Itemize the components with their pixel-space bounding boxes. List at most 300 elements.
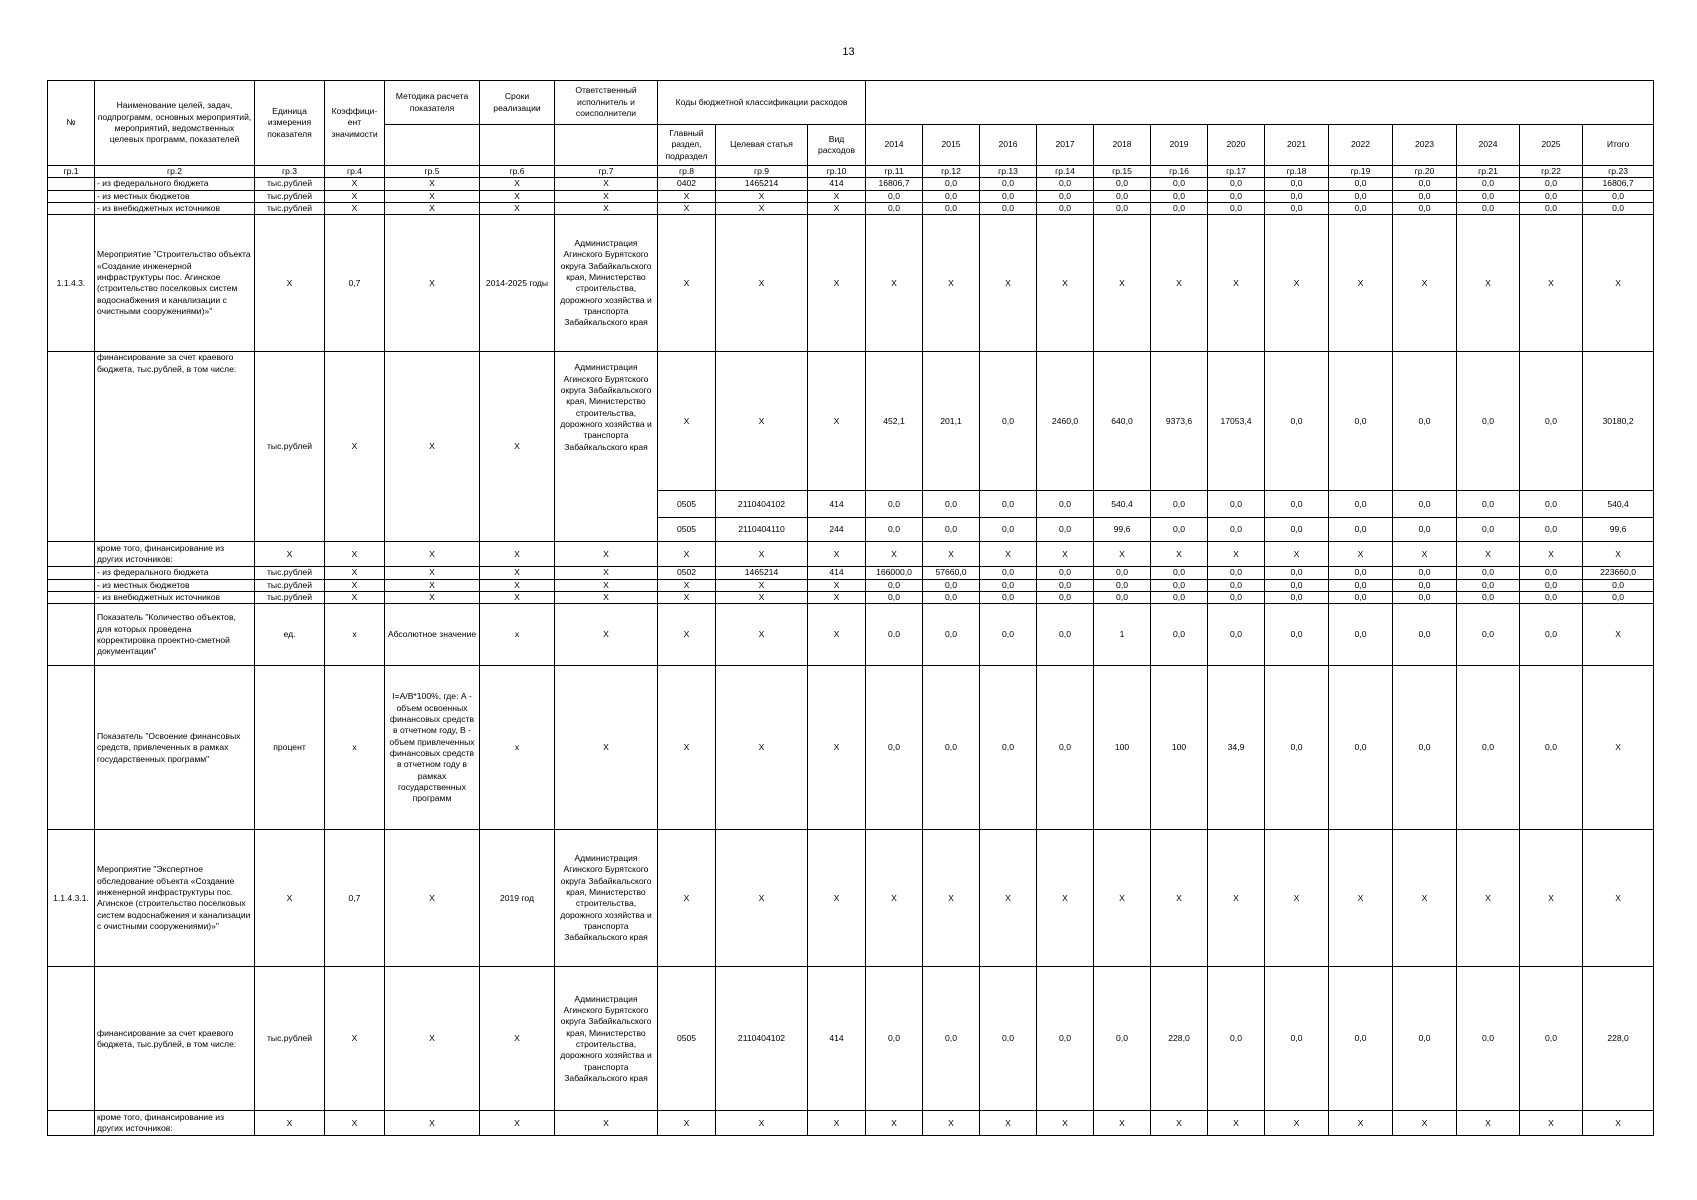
col-number: гр.22 (1520, 166, 1583, 178)
table-cell: 1465214 (716, 567, 808, 579)
table-cell: Х (1457, 1111, 1520, 1136)
table-cell: Х (1583, 1111, 1654, 1136)
table-cell: Х (1520, 215, 1583, 352)
responsible: Администрация Агинского Бурятского округа Забайкальского края, Министерство строительства, дорожного хозяйства и транспорта Забайкальского края (555, 830, 658, 967)
table-cell: 0,0 (866, 579, 923, 591)
table-cell: 0,0 (1208, 592, 1265, 604)
table-cell: Х (808, 830, 866, 967)
table-cell: Х (1265, 542, 1329, 567)
table-cell: Х (480, 592, 555, 604)
table-cell: Х (716, 604, 808, 666)
table-cell: 0,0 (980, 352, 1037, 491)
header-year: 2017 (1037, 125, 1094, 166)
col-number: гр.15 (1094, 166, 1151, 178)
measure-row (48, 830, 1654, 967)
table-cell: 0,0 (1265, 666, 1329, 830)
table-cell: 0,0 (1393, 352, 1457, 491)
table-cell: Х (1208, 215, 1265, 352)
header-year: 2025 (1520, 125, 1583, 166)
table-cell: Х (1037, 1111, 1094, 1136)
table-cell: 0505 (658, 518, 716, 542)
header-resp: Ответственный исполнитель и соисполнители (555, 81, 658, 125)
table-cell: 0,0 (1037, 567, 1094, 579)
table-cell: 100 (1094, 666, 1151, 830)
table-cell: Х (385, 579, 480, 591)
table-cell: 0,0 (923, 203, 980, 215)
header-coef: Коэффици-ент значимости (325, 81, 385, 166)
table-cell: 99,6 (1583, 518, 1654, 542)
table-cell: 0,0 (1265, 518, 1329, 542)
table-cell: 0,0 (1265, 579, 1329, 591)
indicator-row (48, 666, 1654, 830)
table-cell: Х (808, 352, 866, 491)
col-number: гр.10 (808, 166, 866, 178)
table-cell: 0,0 (980, 567, 1037, 579)
table-cell: Х (255, 1111, 325, 1136)
table-cell: Х (1583, 604, 1654, 666)
table-cell: Х (923, 1111, 980, 1136)
table-cell: Х (385, 967, 480, 1111)
table-cell: 0,0 (1520, 604, 1583, 666)
table-cell: 0,0 (1393, 190, 1457, 202)
table-cell (48, 567, 95, 579)
table-cell: 0,0 (1329, 579, 1393, 591)
table-cell: 414 (808, 567, 866, 579)
table-cell: 0502 (658, 567, 716, 579)
table-cell: Х (866, 830, 923, 967)
responsible: Администрация Агинского Бурятского округа Забайкальского края, Министерство строительства, дорожного хозяйства и транспорта Забайкальского края (555, 967, 658, 1111)
table-cell: Х (658, 579, 716, 591)
table-cell: 0,0 (1037, 491, 1094, 518)
table-cell: 0,0 (1393, 592, 1457, 604)
table-cell: 0,0 (1037, 190, 1094, 202)
col-number: гр.13 (980, 166, 1037, 178)
table-cell: Х (808, 215, 866, 352)
table-cell: Х (1393, 215, 1457, 352)
table-cell: Х (1094, 1111, 1151, 1136)
table-cell: 0,0 (1094, 567, 1151, 579)
table-cell: 0,0 (1329, 592, 1393, 604)
table-cell: Х (1037, 215, 1094, 352)
table-cell: Х (980, 542, 1037, 567)
table-cell: 0,0 (866, 592, 923, 604)
table-cell: 0,0 (866, 491, 923, 518)
table-cell: 0,0 (1457, 592, 1520, 604)
table-cell: Х (1265, 1111, 1329, 1136)
table-cell: 2110404102 (716, 491, 808, 518)
table-cell: Х (808, 604, 866, 666)
table-cell: 0,0 (1037, 579, 1094, 591)
table-cell (48, 592, 95, 604)
table-cell: 0,0 (980, 579, 1037, 591)
table-cell: Х (658, 215, 716, 352)
col-number: гр.21 (1457, 166, 1520, 178)
table-cell: Х (716, 579, 808, 591)
table-cell: Х (480, 1111, 555, 1136)
table-cell: х (480, 666, 555, 830)
table-cell: 0,0 (1393, 579, 1457, 591)
indicator-method: I=A/B*100%, где: А - объем освоенных финансовых средств в отчетном году, В - объем привлеченных финансовых средств в отчетном году в рамках государственных программ (385, 666, 480, 830)
table-cell: 0,0 (866, 604, 923, 666)
table-cell (48, 203, 95, 215)
table-cell: 0,0 (1037, 518, 1094, 542)
table-cell: Х (923, 542, 980, 567)
table-cell: 0,0 (923, 604, 980, 666)
col-number: гр.11 (866, 166, 923, 178)
table-cell: Х (716, 352, 808, 491)
table-cell: Х (716, 830, 808, 967)
table-cell: Х (385, 542, 480, 567)
table-cell: ед. (255, 604, 325, 666)
table-cell: 0,0 (980, 491, 1037, 518)
table-cell: 0,0 (1151, 203, 1208, 215)
table-cell (48, 542, 95, 567)
table-cell (48, 579, 95, 591)
table-cell (48, 190, 95, 202)
table-cell: Х (385, 352, 480, 542)
table-cell: 34,9 (1208, 666, 1265, 830)
table-cell: Х (658, 203, 716, 215)
table-cell: 9373,6 (1151, 352, 1208, 491)
col-number: гр.20 (1393, 166, 1457, 178)
table-cell: 0505 (658, 967, 716, 1111)
table-cell: тыс.рублей (255, 579, 325, 591)
table-cell: Х (980, 1111, 1037, 1136)
table-cell: Х (325, 567, 385, 579)
table-cell: 16806,7 (866, 178, 923, 190)
table-cell: 0,0 (1457, 203, 1520, 215)
table-cell: 0,0 (1208, 190, 1265, 202)
table-cell: Х (325, 579, 385, 591)
table-cell: Х (480, 190, 555, 202)
table-cell: Х (1037, 830, 1094, 967)
table-cell: Х (658, 830, 716, 967)
table-cell: Х (1457, 215, 1520, 352)
table-cell: Х (1151, 215, 1208, 352)
table-cell: Х (658, 666, 716, 830)
table-cell: 0,0 (1265, 352, 1329, 491)
col-number: гр.4 (325, 166, 385, 178)
table-cell: 0,0 (1457, 352, 1520, 491)
header-year: 2014 (866, 125, 923, 166)
table-cell: 0,0 (1520, 967, 1583, 1111)
table-cell: Х (480, 567, 555, 579)
table-cell: 0,0 (1457, 190, 1520, 202)
table-cell: 0,0 (1457, 518, 1520, 542)
table-cell: 0,0 (1037, 967, 1094, 1111)
header-unit: Единица измерения показателя (255, 81, 325, 166)
table-cell: 0,0 (1265, 567, 1329, 579)
table-cell: Х (1265, 830, 1329, 967)
table-cell: 0,0 (1265, 491, 1329, 518)
indicator-method: Абсолютное значение (385, 604, 480, 666)
table-cell: 0,0 (1037, 592, 1094, 604)
table-cell: х (480, 604, 555, 666)
table-cell: Х (1329, 1111, 1393, 1136)
table-cell: Х (1329, 830, 1393, 967)
table-cell: 0,0 (1457, 579, 1520, 591)
table-cell: 0,0 (1329, 352, 1393, 491)
table-cell: 0,0 (1329, 967, 1393, 1111)
table-cell: Х (1520, 542, 1583, 567)
table-cell: Х (808, 592, 866, 604)
table-cell: Х (1265, 215, 1329, 352)
table-cell: 0,0 (923, 579, 980, 591)
col-number: гр.9 (716, 166, 808, 178)
table-cell: 0,0 (1393, 491, 1457, 518)
table-cell (555, 125, 658, 166)
table-cell: Х (1329, 215, 1393, 352)
table-cell: 99,6 (1094, 518, 1151, 542)
table-cell: 0402 (658, 178, 716, 190)
table-cell: 0,0 (1329, 203, 1393, 215)
table-cell: 0,0 (1520, 203, 1583, 215)
indicator-row (48, 604, 1654, 666)
table-cell: 0,0 (866, 666, 923, 830)
table-cell (48, 967, 95, 1111)
table-cell: Х (1094, 830, 1151, 967)
table-cell: Х (385, 190, 480, 202)
header-name: Наименование целей, задач, подпрограмм, основных мероприятий, мероприятий, ведомственных целевых программ, показателей (95, 81, 255, 166)
table-cell: тыс.рублей (255, 567, 325, 579)
table-cell: Х (808, 1111, 866, 1136)
table-cell: 0,0 (1329, 190, 1393, 202)
table-cell: Х (808, 542, 866, 567)
table-cell: Х (716, 215, 808, 352)
table-cell: Х (808, 666, 866, 830)
table-cell: Х (923, 830, 980, 967)
table-cell: 0,0 (1457, 967, 1520, 1111)
table-cell: 2110404102 (716, 967, 808, 1111)
header-year: 2023 (1393, 125, 1457, 166)
table-cell: Х (808, 190, 866, 202)
indicator-name: Показатель "Количество объектов, для которых проведена корректировка проектно-сметной документации" (95, 604, 255, 666)
table-cell: 452,1 (866, 352, 923, 491)
table-cell: 0,0 (1583, 203, 1654, 215)
table-cell: 0,0 (980, 203, 1037, 215)
header-year: 2019 (1151, 125, 1208, 166)
table-cell: 0,0 (1520, 567, 1583, 579)
table-cell: 0,0 (1208, 567, 1265, 579)
table-cell: 0,0 (1151, 190, 1208, 202)
header-year: 2024 (1457, 125, 1520, 166)
table-cell: Х (1393, 1111, 1457, 1136)
table-cell: 0,0 (1151, 579, 1208, 591)
table-cell: 0,0 (1457, 567, 1520, 579)
table-cell: 0,0 (1393, 967, 1457, 1111)
table-cell (480, 125, 555, 166)
table-cell: Х (1208, 1111, 1265, 1136)
table-cell: 540,4 (1583, 491, 1654, 518)
table-cell: Х (555, 1111, 658, 1136)
table-cell: Х (480, 579, 555, 591)
table-cell: Х (325, 1111, 385, 1136)
table-cell: Х (385, 203, 480, 215)
table-cell: 0,0 (1393, 604, 1457, 666)
table-cell: 0,0 (923, 518, 980, 542)
table-cell: Х (325, 967, 385, 1111)
table-cell: 0,0 (866, 190, 923, 202)
table-cell: Х (1393, 542, 1457, 567)
table-cell: Х (385, 592, 480, 604)
table-cell: Х (923, 215, 980, 352)
row-label: - из внебюджетных источников (95, 592, 255, 604)
col-number: гр.19 (1329, 166, 1393, 178)
table-row (48, 203, 1654, 215)
table-row (48, 579, 1654, 591)
table-cell: 0,0 (1457, 604, 1520, 666)
table-cell: Х (658, 604, 716, 666)
table-cell: Х (716, 592, 808, 604)
col-number: гр.12 (923, 166, 980, 178)
table-cell: тыс.рублей (255, 352, 325, 542)
row-label: - из внебюджетных источников (95, 203, 255, 215)
table-cell: 0,0 (923, 666, 980, 830)
table-cell: 0,0 (1329, 491, 1393, 518)
table-cell: Х (480, 542, 555, 567)
table-cell: Х (1151, 542, 1208, 567)
table-cell: Х (808, 579, 866, 591)
table-cell: 0,0 (980, 190, 1037, 202)
table-row (48, 567, 1654, 579)
measure-number: 1.1.4.3.1. (48, 830, 95, 967)
table-cell: Х (1520, 830, 1583, 967)
table-cell: Х (716, 203, 808, 215)
table-cell: Х (255, 542, 325, 567)
table-cell: Х (1151, 1111, 1208, 1136)
measure-row (48, 215, 1654, 352)
header-year: 2018 (1094, 125, 1151, 166)
table-cell: 0,7 (325, 830, 385, 967)
col-number: гр.17 (1208, 166, 1265, 178)
table-cell: Х (555, 666, 658, 830)
table-cell: 1465214 (716, 178, 808, 190)
table-cell: Х (1583, 542, 1654, 567)
table-cell: 0,0 (866, 203, 923, 215)
table-cell: Х (658, 592, 716, 604)
table-cell: 0,0 (980, 518, 1037, 542)
table-cell: 0,0 (980, 178, 1037, 190)
header-year: 2015 (923, 125, 980, 166)
table-cell: Х (716, 542, 808, 567)
table-cell: Х (1457, 830, 1520, 967)
table-cell: Х (480, 178, 555, 190)
table-cell: 0,0 (923, 190, 980, 202)
table-cell: 0,0 (866, 518, 923, 542)
table-cell: Х (808, 203, 866, 215)
table-cell (385, 125, 480, 166)
column-numbers-row (48, 166, 1654, 178)
row-label: кроме того, финансирование из других источников: (95, 1111, 255, 1136)
table-cell: Х (480, 203, 555, 215)
table-cell: 0,0 (1151, 178, 1208, 190)
table-cell: 0,0 (1393, 518, 1457, 542)
table-cell: 0,0 (1094, 967, 1151, 1111)
table-cell: 0,0 (1393, 178, 1457, 190)
table-cell: Х (325, 178, 385, 190)
table-row (48, 178, 1654, 190)
table-cell: Х (980, 215, 1037, 352)
table-row (48, 542, 1654, 567)
table-cell: 0,0 (1393, 203, 1457, 215)
row-label: финансирование за счет краевого бюджета, тыс.рублей, в том числе: (95, 967, 255, 1111)
table-cell: 228,0 (1583, 967, 1654, 1111)
table-cell: 414 (808, 967, 866, 1111)
header-row (48, 81, 1654, 125)
table-cell: 0,0 (1151, 491, 1208, 518)
table-cell: 640,0 (1094, 352, 1151, 491)
table-cell: Х (480, 967, 555, 1111)
table-cell: Х (385, 178, 480, 190)
table-cell: 0,0 (980, 604, 1037, 666)
table-cell: Х (555, 542, 658, 567)
table-cell: 0,0 (980, 666, 1037, 830)
table-cell: 0,0 (923, 491, 980, 518)
header-kbk: Коды бюджетной классификации расходов (658, 81, 866, 125)
table-cell: 1 (1094, 604, 1151, 666)
table-cell (48, 352, 95, 542)
header-blank (866, 81, 1654, 125)
table-row (48, 1111, 1654, 1136)
table-cell: Х (555, 592, 658, 604)
table-cell: 0,0 (1094, 579, 1151, 591)
table-cell: Х (1094, 542, 1151, 567)
row-label: - из федерального бюджета (95, 567, 255, 579)
header-kbk-kind: Вид расходов (808, 125, 866, 166)
table-cell: Х (325, 592, 385, 604)
table-cell: Х (1094, 215, 1151, 352)
row-label: кроме того, финансирование из других источников: (95, 542, 255, 567)
table-cell: 0,0 (1265, 203, 1329, 215)
col-number: гр.23 (1583, 166, 1654, 178)
table-cell: Х (325, 203, 385, 215)
table-cell: Х (716, 666, 808, 830)
table-cell: 0,0 (1520, 518, 1583, 542)
table-cell: 414 (808, 491, 866, 518)
table-cell: 0,0 (1329, 518, 1393, 542)
col-number: гр.3 (255, 166, 325, 178)
table-cell: 0,0 (1520, 178, 1583, 190)
table-cell: 0,0 (1520, 190, 1583, 202)
table-cell: Х (1329, 542, 1393, 567)
table-cell: 0,0 (1520, 352, 1583, 491)
table-cell: 0,0 (1208, 178, 1265, 190)
table-cell: Х (555, 203, 658, 215)
program-table (47, 80, 1654, 1136)
responsible: Администрация Агинского Бурятского округа Забайкальского края, Министерство строительства, дорожного хозяйства и транспорта Забайкальского края (555, 352, 658, 542)
table-cell: 0,0 (1037, 604, 1094, 666)
table-cell: 0,0 (1037, 203, 1094, 215)
table-cell: Х (1583, 830, 1654, 967)
table-cell: 0,0 (1520, 579, 1583, 591)
table-cell: 0,0 (1094, 203, 1151, 215)
table-cell: Х (555, 190, 658, 202)
table-cell: Х (658, 1111, 716, 1136)
table-cell: 0,0 (1457, 666, 1520, 830)
table-cell: х (325, 666, 385, 830)
table-cell: 0,0 (1329, 567, 1393, 579)
table-cell: 0,0 (1208, 491, 1265, 518)
measure-name: Мероприятие "Экспертное обследование объекта «Создание инженерной инфраструктуры пос. Агинское (строительство поселковых систем водоснабжения и канализации с очистными сооружениями)»" (95, 830, 255, 967)
table-cell (48, 604, 95, 666)
table-cell: 201,1 (923, 352, 980, 491)
table-cell: 0,0 (1329, 666, 1393, 830)
table-cell: Х (866, 215, 923, 352)
table-cell: тыс.рублей (255, 967, 325, 1111)
table-cell: процент (255, 666, 325, 830)
table-cell: Х (555, 567, 658, 579)
table-cell: 0,0 (1583, 190, 1654, 202)
